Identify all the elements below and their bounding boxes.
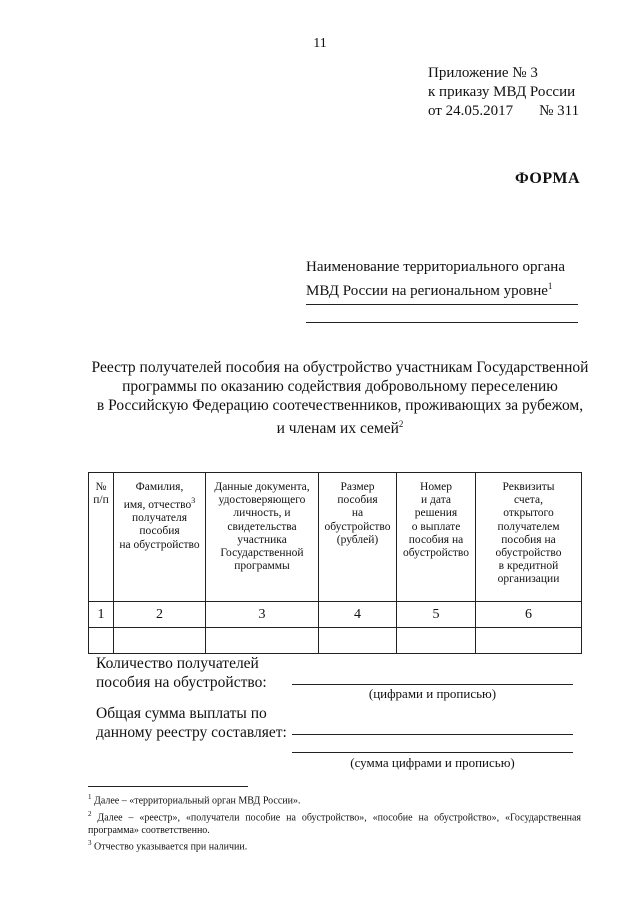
recipients-note: (цифрами и прописью) — [368, 686, 497, 701]
header-text: на обустройство — [119, 538, 200, 551]
header-text: решения — [414, 507, 458, 520]
footnote-2 — [88, 808, 581, 837]
header-text: имя, отчество — [123, 499, 192, 512]
register-title-line1: Реестр получателей пособия на обустройство участникам Государственной — [91, 359, 589, 376]
header-text: Номер — [420, 481, 452, 493]
column-number-row — [89, 602, 582, 628]
header-text: пособия — [139, 525, 180, 538]
order-number: № 311 — [539, 103, 580, 119]
header-text: пособия — [337, 494, 378, 507]
appendix-line1: Приложение № 3 — [428, 65, 538, 81]
recipients-label-line1: Количество получателей — [96, 655, 259, 672]
footnote-ref-3: 3 — [191, 496, 196, 506]
footnote-3 — [88, 837, 581, 854]
header-text: получателем — [497, 520, 560, 533]
table-cell — [206, 628, 319, 654]
total-label-line1: Общая сумма выплаты по — [96, 705, 267, 722]
register-title-line3: в Российскую Федерацию соотечественников, проживающих за рубежом, — [96, 397, 584, 414]
total-sum-note: (сумма цифрами и прописью) — [350, 755, 515, 770]
header-text: № — [95, 481, 107, 493]
register-title-line4-text: и членам их семей — [276, 420, 399, 438]
organ-line1: Наименование территориального органа — [306, 259, 565, 275]
footnote-ref-1: 1 — [547, 281, 553, 291]
footnote-text: Далее – «территориальный орган МВД России». — [94, 795, 301, 807]
column-number: 4 — [319, 602, 397, 628]
footnote-separator — [88, 786, 248, 787]
header-col-5 — [397, 473, 476, 602]
header-text: и дата — [421, 494, 451, 507]
header-text: п/п — [93, 494, 109, 507]
recipients-label-line2: пособия на обустройство: — [96, 674, 267, 691]
register-title — [60, 358, 620, 438]
form-label: ФОРМА — [514, 170, 580, 187]
header-text: получателя — [132, 512, 187, 525]
order-date: от 24.05.2017 — [428, 103, 514, 119]
header-text: Фамилия, — [135, 481, 184, 493]
footnote-number: 1 — [88, 793, 92, 801]
empty-data-row — [89, 628, 582, 654]
header-text: счета, — [514, 494, 543, 507]
header-col-2 — [114, 473, 206, 602]
header-text: в кредитной — [498, 560, 559, 573]
footnote-text: Отчество указывается при наличии. — [94, 841, 248, 853]
appendix-block — [428, 64, 579, 121]
footnote-number: 2 — [88, 809, 92, 818]
table-cell — [114, 628, 206, 654]
column-number: 5 — [397, 602, 476, 628]
header-text: Реквизиты — [502, 481, 555, 493]
header-text: пособия на — [408, 533, 464, 546]
total-sum-label — [96, 704, 287, 742]
header-text: личность, и — [233, 507, 291, 520]
register-title-line2: программы по оказанию содействия добровольному переселению — [122, 378, 558, 395]
header-text: Данные документа, — [214, 481, 310, 493]
header-text: на — [351, 507, 364, 520]
organ-fill-line-2 — [306, 322, 578, 323]
register-table — [88, 472, 582, 654]
header-text: пособия на — [501, 533, 556, 546]
header-text: участника — [237, 533, 287, 546]
column-number: 1 — [89, 602, 114, 628]
footnote-ref-2: 2 — [398, 419, 404, 429]
footnotes — [88, 791, 581, 854]
header-col-4 — [319, 473, 397, 602]
total-sum-line-1 — [292, 734, 573, 735]
table-cell — [397, 628, 476, 654]
header-col-1 — [89, 473, 114, 602]
header-text: организации — [497, 573, 560, 586]
organ-fill-line-1 — [306, 304, 578, 305]
column-number: 6 — [476, 602, 582, 628]
table-header-row — [89, 473, 582, 602]
column-number: 2 — [114, 602, 206, 628]
organ-line2-text: МВД России на региональном уровне — [306, 283, 548, 299]
header-text — [114, 494, 205, 512]
header-text: Размер — [340, 481, 375, 493]
organ-line2 — [306, 277, 578, 301]
column-number: 3 — [206, 602, 319, 628]
table-cell — [319, 628, 397, 654]
total-label-line2: данному реестру составляет: — [96, 724, 287, 741]
footnote-1 — [88, 791, 581, 808]
table-cell — [476, 628, 582, 654]
header-text: открытого — [503, 507, 554, 520]
page-number: 11 — [313, 36, 327, 51]
organ-name-block — [306, 258, 578, 301]
footnote-number: 3 — [88, 839, 92, 848]
appendix-date-line — [428, 102, 579, 121]
recipients-count-label — [96, 654, 267, 692]
header-text: свидетельства — [227, 520, 297, 533]
header-text: о выплате — [411, 520, 461, 533]
footnote-text: Далее – «реестр», «получатели пособие на обустройство», «пособие на обустройство», «Государственная программа» соответственно. — [88, 812, 582, 836]
header-text: (рублей) — [336, 533, 379, 546]
header-text: программы — [234, 560, 290, 573]
appendix-line2: к приказу МВД России — [428, 84, 576, 100]
header-text: обустройство — [495, 547, 562, 560]
header-text: обустройство — [324, 520, 391, 533]
recipients-count-line — [292, 684, 573, 685]
header-text: Государственной — [220, 547, 304, 560]
header-col-6 — [476, 473, 582, 602]
header-text: обустройство — [402, 547, 470, 560]
register-title-line4 — [60, 415, 620, 438]
header-col-3 — [206, 473, 319, 602]
total-sum-line-2 — [292, 752, 573, 753]
header-text: удостоверяющего — [218, 494, 306, 507]
table-cell — [89, 628, 114, 654]
